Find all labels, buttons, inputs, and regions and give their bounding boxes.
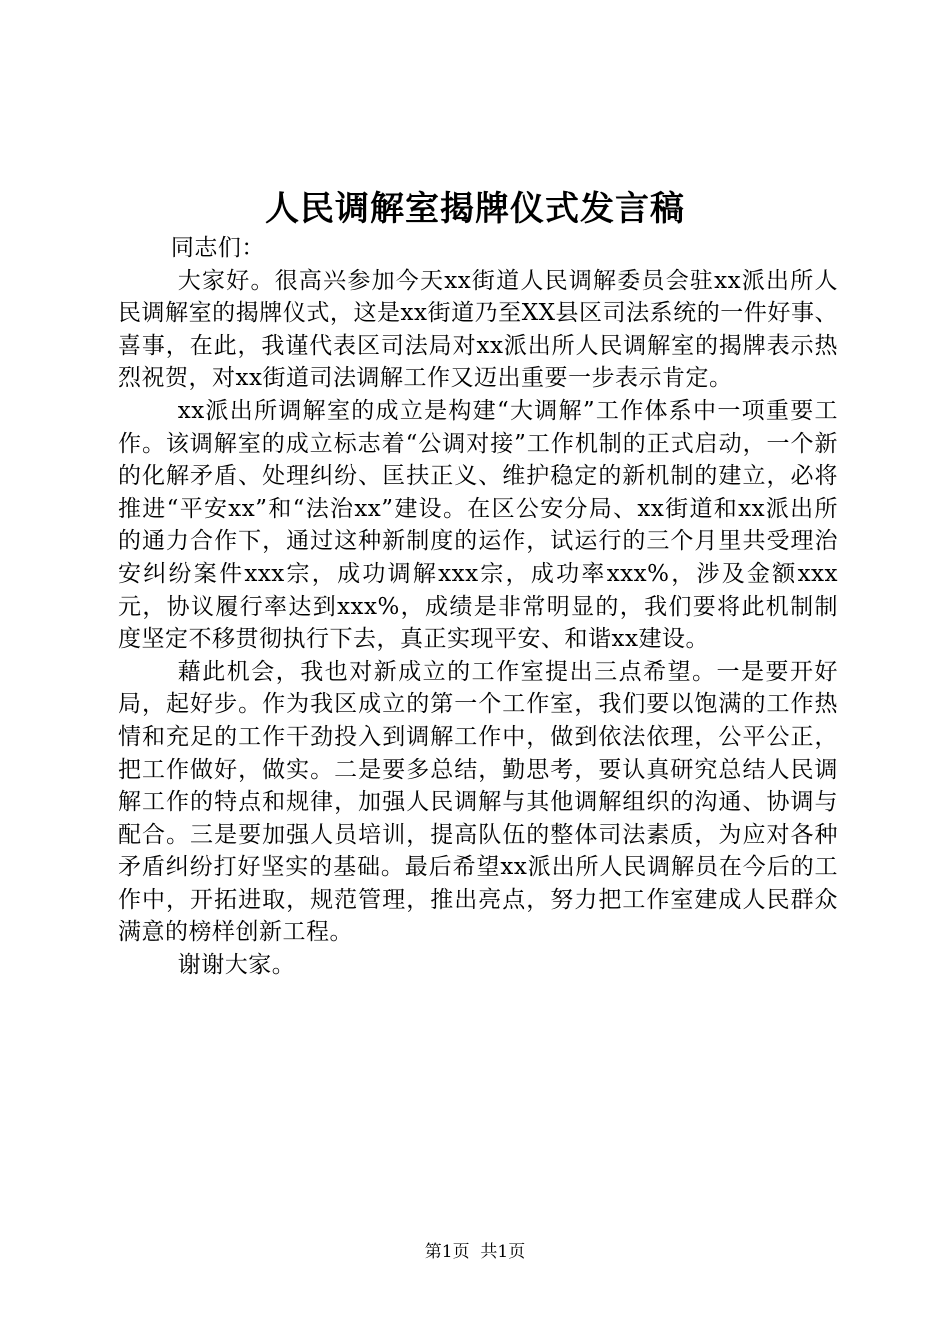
- salutation: 同志们：: [170, 235, 265, 261]
- page-footer: 第1页 共1页: [424, 1242, 526, 1262]
- paragraph-mediation-room: xx派出所调解室的成立是构建“大调解”工作体系中一项重要工作。该调解室的成立标志着“公调对接”工作机制的正式启动，一个新的化解矛盾、处理纠纷、匡扶正义、维护稳定的新机制的建立，必将推进“平安xx”和“法治xx”建设。在区公安分局、xx街道和xx派出所的通力合作下，通过这种新制度的运作，试运行的三个月里共受理治安纠纷案件xxx宗，成功调解xxx宗，成功率xxx%，涉及金额xxx元，协议履行率达到xxx%，成绩是非常明显的，我们要将此机制制度坚定不移贯彻执行下去，真正实现平安、和谐xx建设。: [118, 397, 838, 653]
- paragraph-greeting: 大家好。很高兴参加今天xx街道人民调解委员会驻xx派出所人民调解室的揭牌仪式，这是xx街道乃至XX县区司法系统的一件好事、喜事，在此，我谨代表区司法局对xx派出所人民调解室的揭牌表示热烈祝贺，对xx街道司法调解工作又迈出重要一步表示肯定。: [118, 267, 838, 392]
- paragraph-three-hopes: 藉此机会，我也对新成立的工作室提出三点希望。一是要开好局，起好步。作为我区成立的第一个工作室，我们要以饱满的工作热情和充足的工作干劲投入到调解工作中，做到依法依理，公平公正，把工作做好，做实。二是要多总结，勤思考，要认真研究总结人民调解工作的特点和规律，加强人民调解与其他调解组织的沟通、协调与配合。三是要加强人员培训，提高队伍的整体司法素质，为应对各种矛盾纠纷打好坚实的基础。最后希望xx派出所人民调解员在今后的工作中，开拓进取，规范管理，推出亮点，努力把工作室建成人民群众满意的榜样创新工程。: [118, 658, 838, 946]
- document-body: [118, 232, 838, 982]
- document-title: 人民调解室揭牌仪式发言稿: [265, 189, 685, 229]
- paragraph-closing: 谢谢大家。: [177, 952, 296, 979]
